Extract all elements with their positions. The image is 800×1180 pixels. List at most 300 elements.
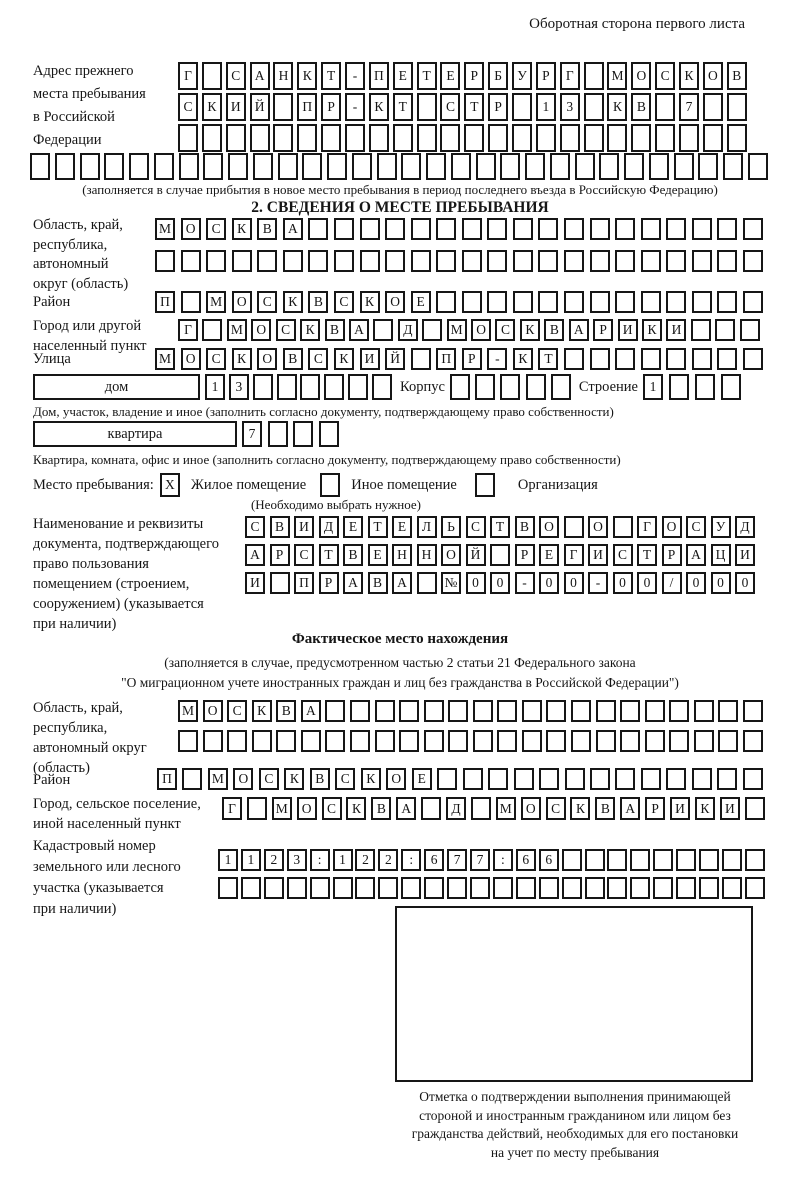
char-box[interactable] — [324, 374, 344, 400]
char-box[interactable]: 0 — [466, 572, 486, 594]
char-box[interactable] — [320, 473, 340, 497]
char-box[interactable]: В — [595, 797, 615, 820]
char-box[interactable]: Г — [178, 62, 198, 90]
char-box[interactable] — [743, 218, 763, 240]
char-box[interactable] — [539, 877, 559, 899]
char-box[interactable]: Р — [464, 62, 484, 90]
char-box[interactable]: А — [620, 797, 640, 820]
char-box[interactable]: Ц — [711, 544, 731, 566]
char-box[interactable]: И — [226, 93, 246, 121]
char-box[interactable] — [411, 348, 431, 370]
char-box[interactable] — [740, 319, 760, 341]
char-box[interactable] — [385, 250, 405, 272]
char-box[interactable]: К — [232, 348, 252, 370]
char-box[interactable] — [476, 153, 496, 180]
char-box[interactable] — [743, 700, 763, 722]
char-box[interactable]: К — [346, 797, 366, 820]
char-box[interactable]: Т — [321, 62, 341, 90]
char-box[interactable]: В — [308, 291, 328, 313]
char-box[interactable] — [228, 153, 248, 180]
char-box[interactable]: 0 — [613, 572, 633, 594]
char-box[interactable]: 0 — [637, 572, 657, 594]
char-box[interactable] — [564, 218, 584, 240]
char-box[interactable]: О — [588, 516, 608, 538]
char-box[interactable]: В — [343, 544, 363, 566]
char-box[interactable] — [334, 250, 354, 272]
char-box[interactable] — [399, 730, 419, 752]
char-box[interactable] — [226, 124, 246, 152]
char-box[interactable] — [355, 877, 375, 899]
char-box[interactable]: И — [245, 572, 265, 594]
char-box[interactable]: С — [655, 62, 675, 90]
char-box[interactable] — [743, 730, 763, 752]
char-box[interactable] — [607, 877, 627, 899]
char-box[interactable]: Д — [735, 516, 755, 538]
char-box[interactable]: № — [441, 572, 461, 594]
char-box[interactable]: С — [686, 516, 706, 538]
char-box[interactable]: М — [155, 348, 175, 370]
char-box[interactable] — [624, 153, 644, 180]
char-box[interactable] — [560, 124, 580, 152]
char-box[interactable]: 3 — [229, 374, 249, 400]
char-box[interactable]: С — [334, 291, 354, 313]
char-box[interactable]: И — [618, 319, 638, 341]
char-box[interactable] — [641, 348, 661, 370]
char-box[interactable]: В — [276, 700, 296, 722]
char-box[interactable]: Т — [368, 516, 388, 538]
char-box[interactable]: 6 — [539, 849, 559, 871]
char-box[interactable]: 7 — [470, 849, 490, 871]
char-box[interactable]: Е — [440, 62, 460, 90]
char-box[interactable] — [669, 730, 689, 752]
char-box[interactable] — [727, 124, 747, 152]
char-box[interactable]: 1 — [218, 849, 238, 871]
char-box[interactable]: О — [385, 291, 405, 313]
char-box[interactable] — [182, 768, 202, 790]
char-box[interactable] — [717, 250, 737, 272]
char-box[interactable]: А — [686, 544, 706, 566]
char-box[interactable] — [590, 348, 610, 370]
char-box[interactable] — [436, 218, 456, 240]
char-box[interactable] — [155, 250, 175, 272]
char-box[interactable] — [181, 250, 201, 272]
char-box[interactable] — [411, 250, 431, 272]
char-box[interactable]: В — [283, 348, 303, 370]
char-box[interactable] — [473, 730, 493, 752]
char-box[interactable]: А — [301, 700, 321, 722]
char-box[interactable] — [154, 153, 174, 180]
char-box[interactable] — [327, 153, 347, 180]
char-box[interactable] — [620, 700, 640, 722]
char-box[interactable]: 0 — [735, 572, 755, 594]
char-box[interactable]: К — [202, 93, 222, 121]
char-box[interactable] — [325, 700, 345, 722]
char-box[interactable] — [464, 124, 484, 152]
char-box[interactable] — [596, 700, 616, 722]
char-box[interactable]: : — [401, 849, 421, 871]
char-box[interactable] — [653, 877, 673, 899]
char-box[interactable] — [241, 877, 261, 899]
char-box[interactable]: С — [226, 62, 246, 90]
char-box[interactable] — [181, 291, 201, 313]
char-box[interactable]: М — [227, 319, 247, 341]
char-box[interactable]: В — [727, 62, 747, 90]
char-box[interactable]: С — [276, 319, 296, 341]
char-box[interactable]: В — [515, 516, 535, 538]
char-box[interactable] — [571, 700, 591, 722]
char-box[interactable] — [424, 700, 444, 722]
char-box[interactable] — [538, 250, 558, 272]
char-box[interactable] — [250, 124, 270, 152]
char-box[interactable]: Г — [222, 797, 242, 820]
char-box[interactable] — [497, 700, 517, 722]
char-box[interactable] — [698, 153, 718, 180]
char-box[interactable] — [301, 730, 321, 752]
char-box[interactable] — [206, 250, 226, 272]
char-box[interactable] — [471, 797, 491, 820]
char-box[interactable] — [247, 797, 267, 820]
char-box[interactable] — [350, 730, 370, 752]
char-box[interactable]: С — [613, 544, 633, 566]
char-box[interactable] — [575, 153, 595, 180]
char-box[interactable]: А — [392, 572, 412, 594]
char-box[interactable] — [252, 730, 272, 752]
char-box[interactable] — [488, 768, 508, 790]
char-box[interactable]: К — [297, 62, 317, 90]
char-box[interactable]: П — [294, 572, 314, 594]
char-box[interactable]: А — [349, 319, 369, 341]
char-box[interactable] — [321, 124, 341, 152]
char-box[interactable] — [310, 877, 330, 899]
char-box[interactable] — [300, 374, 320, 400]
char-box[interactable] — [319, 421, 339, 447]
char-box[interactable]: К — [513, 348, 533, 370]
char-box[interactable] — [590, 250, 610, 272]
char-box[interactable]: Г — [637, 516, 657, 538]
char-box[interactable] — [270, 572, 290, 594]
char-box[interactable]: Н — [273, 62, 293, 90]
char-box[interactable] — [620, 730, 640, 752]
char-box[interactable]: С — [206, 218, 226, 240]
char-box[interactable] — [615, 250, 635, 272]
char-box[interactable]: 2 — [378, 849, 398, 871]
char-box[interactable]: Й — [250, 93, 270, 121]
char-box[interactable]: М — [272, 797, 292, 820]
char-box[interactable] — [202, 124, 222, 152]
char-box[interactable]: 7 — [679, 93, 699, 121]
char-box[interactable]: П — [155, 291, 175, 313]
char-box[interactable]: А — [245, 544, 265, 566]
char-box[interactable] — [641, 768, 661, 790]
char-box[interactable] — [748, 153, 768, 180]
char-box[interactable]: А — [283, 218, 303, 240]
char-box[interactable]: Р — [645, 797, 665, 820]
char-box[interactable] — [513, 250, 533, 272]
char-box[interactable]: У — [711, 516, 731, 538]
char-box[interactable]: С — [227, 700, 247, 722]
char-box[interactable] — [655, 124, 675, 152]
char-box[interactable] — [287, 877, 307, 899]
char-box[interactable]: Н — [417, 544, 437, 566]
char-box[interactable] — [666, 291, 686, 313]
char-box[interactable]: - — [487, 348, 507, 370]
char-box[interactable]: Т — [490, 516, 510, 538]
char-box[interactable]: К — [232, 218, 252, 240]
char-box[interactable] — [257, 250, 277, 272]
char-box[interactable]: О — [251, 319, 271, 341]
char-box[interactable]: К — [360, 291, 380, 313]
char-box[interactable]: О — [631, 62, 651, 90]
char-box[interactable] — [596, 730, 616, 752]
char-box[interactable]: Е — [411, 291, 431, 313]
char-box[interactable]: 0 — [490, 572, 510, 594]
char-box[interactable] — [104, 153, 124, 180]
char-box[interactable]: И — [360, 348, 380, 370]
char-box[interactable]: Т — [319, 544, 339, 566]
char-box[interactable]: В — [368, 572, 388, 594]
char-box[interactable]: 2 — [264, 849, 284, 871]
char-box[interactable]: О — [471, 319, 491, 341]
char-box[interactable] — [565, 768, 585, 790]
char-box[interactable]: X — [160, 473, 180, 497]
char-box[interactable] — [372, 374, 392, 400]
char-box[interactable] — [745, 797, 765, 820]
char-box[interactable] — [421, 797, 441, 820]
char-box[interactable] — [607, 849, 627, 871]
char-box[interactable] — [345, 124, 365, 152]
char-box[interactable] — [178, 124, 198, 152]
char-box[interactable]: М — [496, 797, 516, 820]
char-box[interactable] — [348, 374, 368, 400]
char-box[interactable]: А — [250, 62, 270, 90]
char-box[interactable]: С — [495, 319, 515, 341]
char-box[interactable] — [666, 768, 686, 790]
char-box[interactable]: П — [369, 62, 389, 90]
char-box[interactable]: В — [371, 797, 391, 820]
char-box[interactable]: М — [447, 319, 467, 341]
char-box[interactable] — [721, 374, 741, 400]
char-box[interactable]: К — [252, 700, 272, 722]
char-box[interactable] — [325, 730, 345, 752]
char-box[interactable] — [500, 153, 520, 180]
char-box[interactable] — [218, 877, 238, 899]
char-box[interactable] — [669, 374, 689, 400]
char-box[interactable] — [692, 218, 712, 240]
char-box[interactable] — [564, 250, 584, 272]
char-box[interactable] — [645, 730, 665, 752]
char-box[interactable]: Е — [539, 544, 559, 566]
char-box[interactable] — [302, 153, 322, 180]
char-box[interactable] — [692, 291, 712, 313]
char-box[interactable] — [401, 877, 421, 899]
char-box[interactable] — [352, 153, 372, 180]
char-box[interactable]: Т — [538, 348, 558, 370]
char-box[interactable] — [493, 877, 513, 899]
char-box[interactable] — [417, 93, 437, 121]
char-box[interactable] — [694, 700, 714, 722]
char-box[interactable] — [411, 218, 431, 240]
char-box[interactable] — [674, 153, 694, 180]
char-box[interactable] — [590, 218, 610, 240]
char-box[interactable] — [232, 250, 252, 272]
char-box[interactable] — [513, 291, 533, 313]
char-box[interactable]: В — [270, 516, 290, 538]
char-box[interactable]: Д — [398, 319, 418, 341]
char-box[interactable]: Е — [368, 544, 388, 566]
char-box[interactable] — [451, 153, 471, 180]
char-box[interactable]: Р — [536, 62, 556, 90]
char-box[interactable] — [695, 374, 715, 400]
char-box[interactable] — [276, 730, 296, 752]
char-box[interactable] — [718, 730, 738, 752]
char-box[interactable]: О — [257, 348, 277, 370]
char-box[interactable] — [401, 153, 421, 180]
char-box[interactable]: : — [493, 849, 513, 871]
char-box[interactable] — [564, 291, 584, 313]
char-box[interactable]: О — [203, 700, 223, 722]
char-box[interactable] — [417, 124, 437, 152]
char-box[interactable]: Р — [270, 544, 290, 566]
char-box[interactable] — [399, 700, 419, 722]
char-box[interactable]: К — [284, 768, 304, 790]
char-box[interactable] — [30, 153, 50, 180]
char-box[interactable]: М — [206, 291, 226, 313]
char-box[interactable] — [426, 153, 446, 180]
char-box[interactable]: 0 — [564, 572, 584, 594]
char-box[interactable]: В — [544, 319, 564, 341]
char-box[interactable] — [424, 877, 444, 899]
char-box[interactable] — [283, 250, 303, 272]
char-box[interactable]: М — [178, 700, 198, 722]
char-box[interactable] — [277, 374, 297, 400]
char-box[interactable] — [717, 218, 737, 240]
char-box[interactable] — [630, 877, 650, 899]
char-box[interactable]: Р — [462, 348, 482, 370]
char-box[interactable] — [722, 849, 742, 871]
char-box[interactable] — [723, 153, 743, 180]
char-box[interactable] — [631, 124, 651, 152]
char-box[interactable]: 0 — [686, 572, 706, 594]
char-box[interactable] — [278, 153, 298, 180]
char-box[interactable] — [584, 62, 604, 90]
char-box[interactable] — [462, 250, 482, 272]
char-box[interactable]: К — [695, 797, 715, 820]
char-box[interactable] — [564, 348, 584, 370]
char-box[interactable] — [178, 730, 198, 752]
char-box[interactable] — [308, 218, 328, 240]
char-box[interactable]: 1 — [643, 374, 663, 400]
char-box[interactable]: Ь — [441, 516, 461, 538]
char-box[interactable]: - — [345, 62, 365, 90]
char-box[interactable] — [293, 421, 313, 447]
char-box[interactable] — [666, 348, 686, 370]
char-box[interactable] — [473, 700, 493, 722]
char-box[interactable] — [308, 250, 328, 272]
char-box[interactable]: С — [257, 291, 277, 313]
char-box[interactable] — [369, 124, 389, 152]
char-box[interactable]: 7 — [447, 849, 467, 871]
char-box[interactable]: И — [670, 797, 690, 820]
char-box[interactable]: С — [308, 348, 328, 370]
char-box[interactable] — [273, 93, 293, 121]
char-box[interactable] — [715, 319, 735, 341]
char-box[interactable]: 0 — [539, 572, 559, 594]
char-box[interactable] — [378, 877, 398, 899]
char-box[interactable] — [417, 572, 437, 594]
char-box[interactable]: И — [294, 516, 314, 538]
char-box[interactable] — [462, 218, 482, 240]
char-box[interactable]: 1 — [536, 93, 556, 121]
char-box[interactable]: : — [310, 849, 330, 871]
char-box[interactable] — [202, 319, 222, 341]
char-box[interactable] — [703, 93, 723, 121]
char-box[interactable] — [253, 374, 273, 400]
char-box[interactable] — [516, 877, 536, 899]
char-box[interactable]: К — [369, 93, 389, 121]
char-box[interactable]: С — [178, 93, 198, 121]
char-box[interactable] — [717, 348, 737, 370]
char-box[interactable] — [273, 124, 293, 152]
char-box[interactable] — [743, 250, 763, 272]
char-box[interactable]: О — [181, 218, 201, 240]
char-box[interactable]: К — [607, 93, 627, 121]
char-box[interactable] — [525, 153, 545, 180]
char-box[interactable] — [80, 153, 100, 180]
char-box[interactable] — [615, 348, 635, 370]
char-box[interactable]: 3 — [287, 849, 307, 871]
char-box[interactable]: О — [539, 516, 559, 538]
char-box[interactable]: 3 — [560, 93, 580, 121]
char-box[interactable] — [630, 849, 650, 871]
char-box[interactable] — [571, 730, 591, 752]
char-box[interactable]: П — [157, 768, 177, 790]
char-box[interactable]: Д — [446, 797, 466, 820]
char-box[interactable] — [514, 768, 534, 790]
char-box[interactable] — [590, 768, 610, 790]
char-box[interactable]: О — [232, 291, 252, 313]
char-box[interactable] — [487, 250, 507, 272]
char-box[interactable]: - — [345, 93, 365, 121]
char-box[interactable]: М — [208, 768, 228, 790]
char-box[interactable] — [536, 124, 556, 152]
char-box[interactable] — [487, 291, 507, 313]
char-box[interactable] — [393, 124, 413, 152]
char-box[interactable] — [615, 218, 635, 240]
char-box[interactable]: 6 — [516, 849, 536, 871]
char-box[interactable] — [717, 291, 737, 313]
char-box[interactable]: С — [466, 516, 486, 538]
char-box[interactable]: С — [440, 93, 460, 121]
char-box[interactable] — [448, 700, 468, 722]
char-box[interactable]: А — [343, 572, 363, 594]
char-box[interactable]: К — [300, 319, 320, 341]
char-box[interactable]: И — [720, 797, 740, 820]
char-box[interactable]: К — [283, 291, 303, 313]
char-box[interactable]: Г — [178, 319, 198, 341]
char-box[interactable] — [490, 544, 510, 566]
char-box[interactable]: К — [361, 768, 381, 790]
char-box[interactable] — [253, 153, 273, 180]
char-box[interactable] — [745, 849, 765, 871]
char-box[interactable] — [692, 768, 712, 790]
char-box[interactable] — [743, 348, 763, 370]
char-box[interactable] — [649, 153, 669, 180]
char-box[interactable] — [679, 124, 699, 152]
char-box[interactable] — [722, 877, 742, 899]
char-box[interactable]: К — [570, 797, 590, 820]
char-box[interactable] — [718, 700, 738, 722]
char-box[interactable]: Г — [564, 544, 584, 566]
